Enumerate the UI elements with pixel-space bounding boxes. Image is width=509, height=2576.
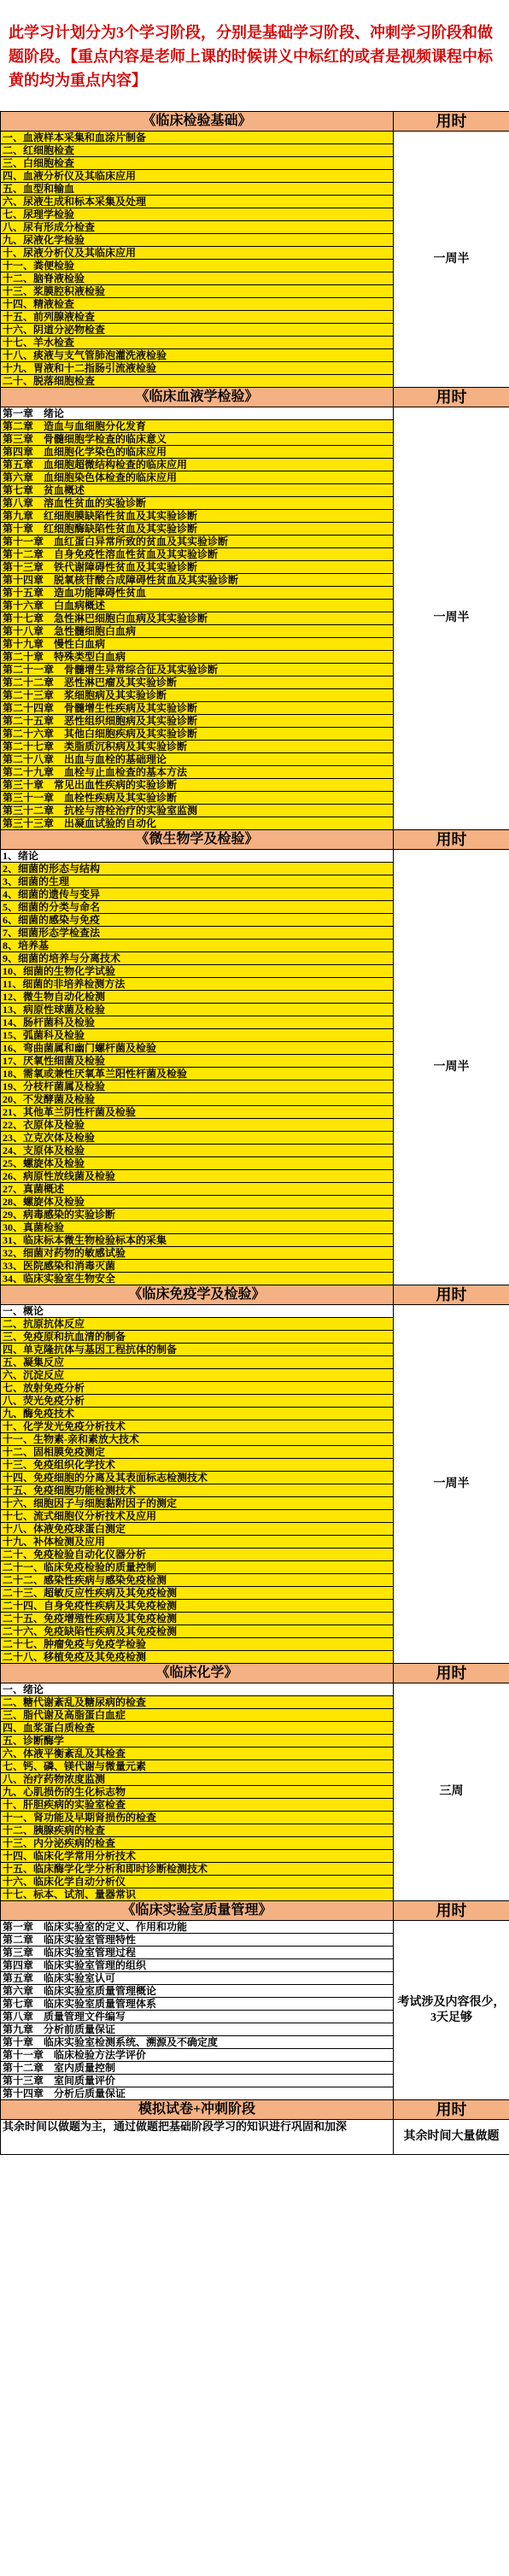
topic-item: 九、尿液化学检验: [1, 234, 394, 247]
time-column-header: 用时: [394, 2100, 509, 2120]
topic-item: 33、医院感染和消毒灭菌: [1, 1260, 394, 1273]
topic-item: 第三十二章 抗栓与溶栓治疗的实验室监测: [1, 805, 394, 817]
topic-item: 第二十二章 恶性淋巴瘤及其实验诊断: [1, 676, 394, 689]
topic-item: 27、真菌概述: [1, 1183, 394, 1196]
topic-row: [1, 1921, 509, 1934]
topic-item: 第五章 血细胞超微结构检查的临床应用: [1, 459, 394, 471]
topic-item: 二十一、临床免疫检验的质量控制: [1, 1561, 394, 1574]
topic-item: 第十六章 白血病概述: [1, 600, 394, 612]
topic-item: 第十章 临床实验室检测系统、溯源及不确定度: [1, 2036, 394, 2049]
topic-item: 31、临床标本微生物检验标本的采集: [1, 1234, 394, 1247]
topic-item: 十七、标本、试剂、量器常识: [1, 1888, 394, 1901]
topic-item: 第八章 溶血性贫血的实验诊断: [1, 497, 394, 510]
topic-item: 34、临床实验室生物安全: [1, 1273, 394, 1285]
topic-item: 六、沉淀反应: [1, 1369, 394, 1382]
topic-item: 五、血型和输血: [1, 183, 394, 196]
topic-item: 第二十六章 其他白细胞疾病及其实验诊断: [1, 728, 394, 741]
study-plan-table: [0, 111, 509, 2155]
topic-row: [1, 132, 509, 144]
topic-item: 十、尿液分析仪及其临床应用: [1, 247, 394, 260]
topic-item: 6、细菌的感染与免疫: [1, 914, 394, 927]
topic-item: 32、细菌对药物的敏感试验: [1, 1247, 394, 1260]
topic-item: 七、放射免疫分析: [1, 1382, 394, 1395]
topic-item: 第二十七章 类脂质沉积病及其实验诊断: [1, 741, 394, 753]
topic-item: 第十三章 室间质量评价: [1, 2075, 394, 2087]
topic-item: 二十、脱落细胞检查: [1, 375, 394, 388]
topic-item: 四、血浆蛋白质检查: [1, 1722, 394, 1735]
duration-cell: 考试涉及内容很少，3天足够: [394, 1921, 509, 2100]
topic-item: 18、需氧或兼性厌氧革兰阳性杆菌及检验: [1, 1068, 394, 1080]
topic-item: 六、尿液生成和标本采集及处理: [1, 196, 394, 208]
topic-item: 7、细菌形态学检查法: [1, 927, 394, 940]
topic-item: 十八、痰液与支气管肺泡灌洗液检验: [1, 349, 394, 362]
topic-item: 十、肝胆疾病的实验室检查: [1, 1799, 394, 1812]
topic-item: 十七、流式细胞仪分析技术及应用: [1, 1510, 394, 1523]
topic-item: 十三、免疫组织化学技术: [1, 1459, 394, 1472]
duration-cell: 一周半: [394, 132, 509, 388]
section-title: 《临床实验室质量管理》: [1, 1901, 394, 1921]
topic-item: 第二章 临床实验室管理特性: [1, 1934, 394, 1947]
topic-item: 第七章 贫血概述: [1, 484, 394, 497]
topic-item: 二、抗原抗体反应: [1, 1318, 394, 1331]
topic-item: 15、弧菌科及检验: [1, 1029, 394, 1042]
topic-item: 第八章 质量管理文件编写: [1, 2011, 394, 2023]
topic-item: 三、脂代谢及高脂蛋白血症: [1, 1709, 394, 1722]
duration-cell: 三周: [394, 1683, 509, 1901]
time-column-header: 用时: [394, 1285, 509, 1305]
topic-item: 11、细菌的非培养检测方法: [1, 978, 394, 991]
topic-item: 一、绪论: [1, 1683, 394, 1696]
topic-item: 二十三、超敏反应性疾病及其免疫检测: [1, 1587, 394, 1600]
topic-item: 五、凝集反应: [1, 1356, 394, 1369]
topic-item: 十六、阴道分泌物检查: [1, 324, 394, 337]
topic-item: 13、病原性球菌及检验: [1, 1004, 394, 1016]
topic-item: 二十七、肿瘤免疫与免疫学检验: [1, 1638, 394, 1651]
topic-item: 十六、细胞因子与细胞黏附因子的测定: [1, 1497, 394, 1510]
topic-item: 29、病毒感染的实验诊断: [1, 1209, 394, 1221]
section-header: [1, 830, 509, 850]
section-header: [1, 112, 509, 132]
topic-item: 14、肠杆菌科及检验: [1, 1016, 394, 1029]
topic-item: 十、化学发光免疫分析技术: [1, 1420, 394, 1433]
section-header: [1, 1285, 509, 1305]
topic-item: 三、免疫原和抗血清的制备: [1, 1331, 394, 1344]
topic-item: 2、细菌的形态与结构: [1, 863, 394, 875]
topic-item: 1、绪论: [1, 850, 394, 863]
topic-item: 第十一章 临床检验方法学评价: [1, 2049, 394, 2062]
duration-cell: 一周半: [394, 1305, 509, 1664]
duration-cell: 一周半: [394, 407, 509, 830]
topic-item: 二十四、自身免疫性疾病及其免疫检测: [1, 1600, 394, 1613]
time-column-header: 用时: [394, 112, 509, 132]
topic-item: 十五、前列腺液检查: [1, 311, 394, 324]
section-title: 《临床血液学检验》: [1, 388, 394, 407]
topic-item: 十四、精液检查: [1, 298, 394, 311]
topic-item: 8、培养基: [1, 940, 394, 952]
topic-item: 第十二章 室内质量控制: [1, 2062, 394, 2075]
topic-item: 十二、胰腺疾病的检查: [1, 1824, 394, 1837]
topic-item: 25、螺旋体及检验: [1, 1157, 394, 1170]
topic-item: 第五章 临床实验室认可: [1, 1972, 394, 1985]
topic-item: 第二十五章 恶性组织细胞病及其实验诊断: [1, 715, 394, 728]
topic-item: 一、概论: [1, 1305, 394, 1318]
topic-item: 第十四章 分析后质量保证: [1, 2087, 394, 2100]
topic-item: 十二、固相膜免疫测定: [1, 1446, 394, 1459]
topic-item: 十二、脑脊液检验: [1, 272, 394, 285]
topic-item: 第十四章 脱氧核苷酸合成障碍性贫血及其实验诊断: [1, 574, 394, 587]
topic-item: 23、立克次体及检验: [1, 1132, 394, 1145]
topic-item: 二十八、移植免疫及其免疫检测: [1, 1651, 394, 1664]
topic-item: 十八、体液免疫球蛋白测定: [1, 1523, 394, 1536]
topic-item: 七、尿理学检验: [1, 208, 394, 221]
topic-item: 第三章 临床实验室管理过程: [1, 1947, 394, 1959]
duration-cell: 一周半: [394, 850, 509, 1285]
topic-item: 21、其他革兰阴性杆菌及检验: [1, 1106, 394, 1119]
topic-item: 第十七章 急性淋巴细胞白血病及其实验诊断: [1, 612, 394, 625]
topic-item: 第二十九章 血栓与止血检查的基本方法: [1, 766, 394, 779]
section-title: 《临床化学》: [1, 1664, 394, 1683]
topic-item: 16、弯曲菌属和幽门螺杆菌及检验: [1, 1042, 394, 1055]
section-header: [1, 1664, 509, 1683]
time-column-header: 用时: [394, 830, 509, 850]
section-title: 模拟试卷+冲刺阶段: [1, 2100, 394, 2120]
topic-item: 十九、补体检测及应用: [1, 1536, 394, 1549]
topic-item: 22、衣原体及检验: [1, 1119, 394, 1132]
topic-item: 第四章 血细胞化学染色的临床应用: [1, 446, 394, 459]
topic-item: 第一章 绪论: [1, 407, 394, 420]
topic-row: [1, 850, 509, 863]
topic-row: [1, 407, 509, 420]
topic-item: 二、红细胞检查: [1, 144, 394, 157]
time-column-header: 用时: [394, 1664, 509, 1683]
topic-item: 第二十章 特殊类型白血病: [1, 651, 394, 664]
topic-item: 第七章 临床实验室质量管理体系: [1, 1998, 394, 2011]
topic-item: 第三章 骨髓细胞学检查的临床意义: [1, 433, 394, 446]
topic-item: 12、微生物自动化检测: [1, 991, 394, 1004]
section-header: [1, 388, 509, 407]
topic-item: 第九章 分析前质量保证: [1, 2023, 394, 2036]
topic-item: 19、分枝杆菌属及检验: [1, 1080, 394, 1093]
topic-item: 四、单克隆抗体与基因工程抗体的制备: [1, 1344, 394, 1356]
topic-item: 第二十三章 浆细胞病及其实验诊断: [1, 689, 394, 702]
topic-item: 十九、胃液和十二指肠引流液检验: [1, 362, 394, 375]
final-stage-row: [1, 2120, 509, 2155]
topic-item: 二十六、免疫缺陷性疾病及其免疫检测: [1, 1625, 394, 1638]
topic-item: 一、血液样本采集和血涂片制备: [1, 132, 394, 144]
topic-item: 二十二、感染性疾病与感染免疫检测: [1, 1574, 394, 1587]
topic-item: 第十二章 自身免疫性溶血性贫血及其实验诊断: [1, 548, 394, 561]
topic-item: 第一章 临床实验室的定义、作用和功能: [1, 1921, 394, 1934]
topic-item: 八、治疗药物浓度监测: [1, 1773, 394, 1786]
topic-item: 第十九章 慢性白血病: [1, 638, 394, 651]
topic-item: 4、细菌的遗传与变异: [1, 888, 394, 901]
topic-item: 10、细菌的生物化学试验: [1, 965, 394, 978]
topic-item: 十一、粪便检验: [1, 260, 394, 272]
topic-item: 第十三章 铁代谢障碍性贫血及其实验诊断: [1, 561, 394, 574]
topic-row: [1, 1305, 509, 1318]
topic-item: 第十一章 血红蛋白异常所致的贫血及其实验诊断: [1, 536, 394, 548]
topic-item: 第六章 血细胞染色体检查的临床应用: [1, 471, 394, 484]
time-column-header: 用时: [394, 388, 509, 407]
section-header: [1, 1901, 509, 1921]
topic-item: 十五、免疫细胞功能检测技术: [1, 1484, 394, 1497]
topic-item: 十五、临床酶学化学分析和即时诊断检测技术: [1, 1863, 394, 1876]
topic-item: 三、白细胞检查: [1, 157, 394, 170]
topic-item: 第十八章 急性髓细胞白血病: [1, 625, 394, 638]
topic-item: 四、血液分析仪及其临床应用: [1, 170, 394, 183]
topic-item: 八、荧光免疫分析: [1, 1395, 394, 1408]
topic-item: 第二十八章 出血与血栓的基础理论: [1, 753, 394, 766]
topic-item: 24、支原体及检验: [1, 1145, 394, 1157]
topic-item: 十四、临床化学常用分析技术: [1, 1850, 394, 1863]
topic-item: 九、心肌损伤的生化标志物: [1, 1786, 394, 1799]
topic-item: 七、钙、磷、镁代谢与微量元素: [1, 1760, 394, 1773]
topic-item: 六、体液平衡紊乱及其检查: [1, 1748, 394, 1760]
section-title: 《临床免疫学及检验》: [1, 1285, 394, 1305]
time-column-header: 用时: [394, 1901, 509, 1921]
topic-item: 第四章 临床实验室管理的组织: [1, 1959, 394, 1972]
topic-item: 十三、浆膜腔积液检验: [1, 285, 394, 298]
topic-row: [1, 1683, 509, 1696]
topic-item: 5、细菌的分类与命名: [1, 901, 394, 914]
section-title: 《临床检验基础》: [1, 112, 394, 132]
topic-item: 9、细菌的培养与分离技术: [1, 952, 394, 965]
topic-item: 第三十三章 出凝血试验的自动化: [1, 817, 394, 830]
topic-item: 十七、羊水检查: [1, 337, 394, 349]
topic-item: 第二十一章 骨髓增生异常综合征及其实验诊断: [1, 664, 394, 676]
topic-item: 第三十章 常见出血性疾病的实验诊断: [1, 779, 394, 792]
intro-text: 此学习计划分为3个学习阶段，分别是基础学习阶段、冲刺学习阶段和做题阶段。【重点内容是老师上课的时候讲义中标红的或者是视频课程中标黄的均为重点内容】: [9, 24, 493, 89]
topic-item: 第九章 红细胞膜缺陷性贫血及其实验诊断: [1, 510, 394, 523]
topic-item: 第三十一章 血栓性疾病及其实验诊断: [1, 792, 394, 805]
topic-item: 十六、临床化学自动分析仪: [1, 1876, 394, 1888]
topic-item: 二十五、免疫增殖性疾病及其免疫检测: [1, 1613, 394, 1625]
topic-item: 十一、生物素-亲和素放大技术: [1, 1433, 394, 1446]
topic-item: 二十、免疫检验自动化仪器分析: [1, 1549, 394, 1561]
topic-item: 二、糖代谢紊乱及糖尿病的检查: [1, 1696, 394, 1709]
duration-cell: 其余时间大量做题: [394, 2120, 509, 2155]
topic-item: 九、酶免疫技术: [1, 1408, 394, 1420]
final-stage-text: 其余时间以做题为主，通过做题把基础阶段学习的知识进行巩固和加深: [1, 2120, 394, 2155]
topic-item: 第十章 红细胞酶缺陷性贫血及其实验诊断: [1, 523, 394, 536]
topic-item: 十三、内分泌疾病的检查: [1, 1837, 394, 1850]
topic-item: 26、病原性放线菌及检验: [1, 1170, 394, 1183]
topic-item: 八、尿有形成分检查: [1, 221, 394, 234]
topic-item: 第六章 临床实验室质量管理概论: [1, 1985, 394, 1998]
section-title: 《微生物学及检验》: [1, 830, 394, 850]
topic-item: 20、不发酵菌及检验: [1, 1093, 394, 1106]
topic-item: 第十五章 造血功能障碍性贫血: [1, 587, 394, 600]
topic-item: 五、诊断酶学: [1, 1735, 394, 1748]
topic-item: 第二十四章 骨髓增生性疾病及其实验诊断: [1, 702, 394, 715]
topic-item: 第二章 造血与血细胞分化发育: [1, 420, 394, 433]
section-header: [1, 2100, 509, 2120]
topic-item: 17、厌氧性细菌及检验: [1, 1055, 394, 1068]
topic-item: 28、螺旋体及检验: [1, 1196, 394, 1209]
topic-item: 3、细菌的生理: [1, 875, 394, 888]
topic-item: 30、真菌检验: [1, 1221, 394, 1234]
topic-item: 十四、免疫细胞的分离及其表面标志检测技术: [1, 1472, 394, 1484]
topic-item: 十一、肾功能及早期肾损伤的检查: [1, 1812, 394, 1824]
